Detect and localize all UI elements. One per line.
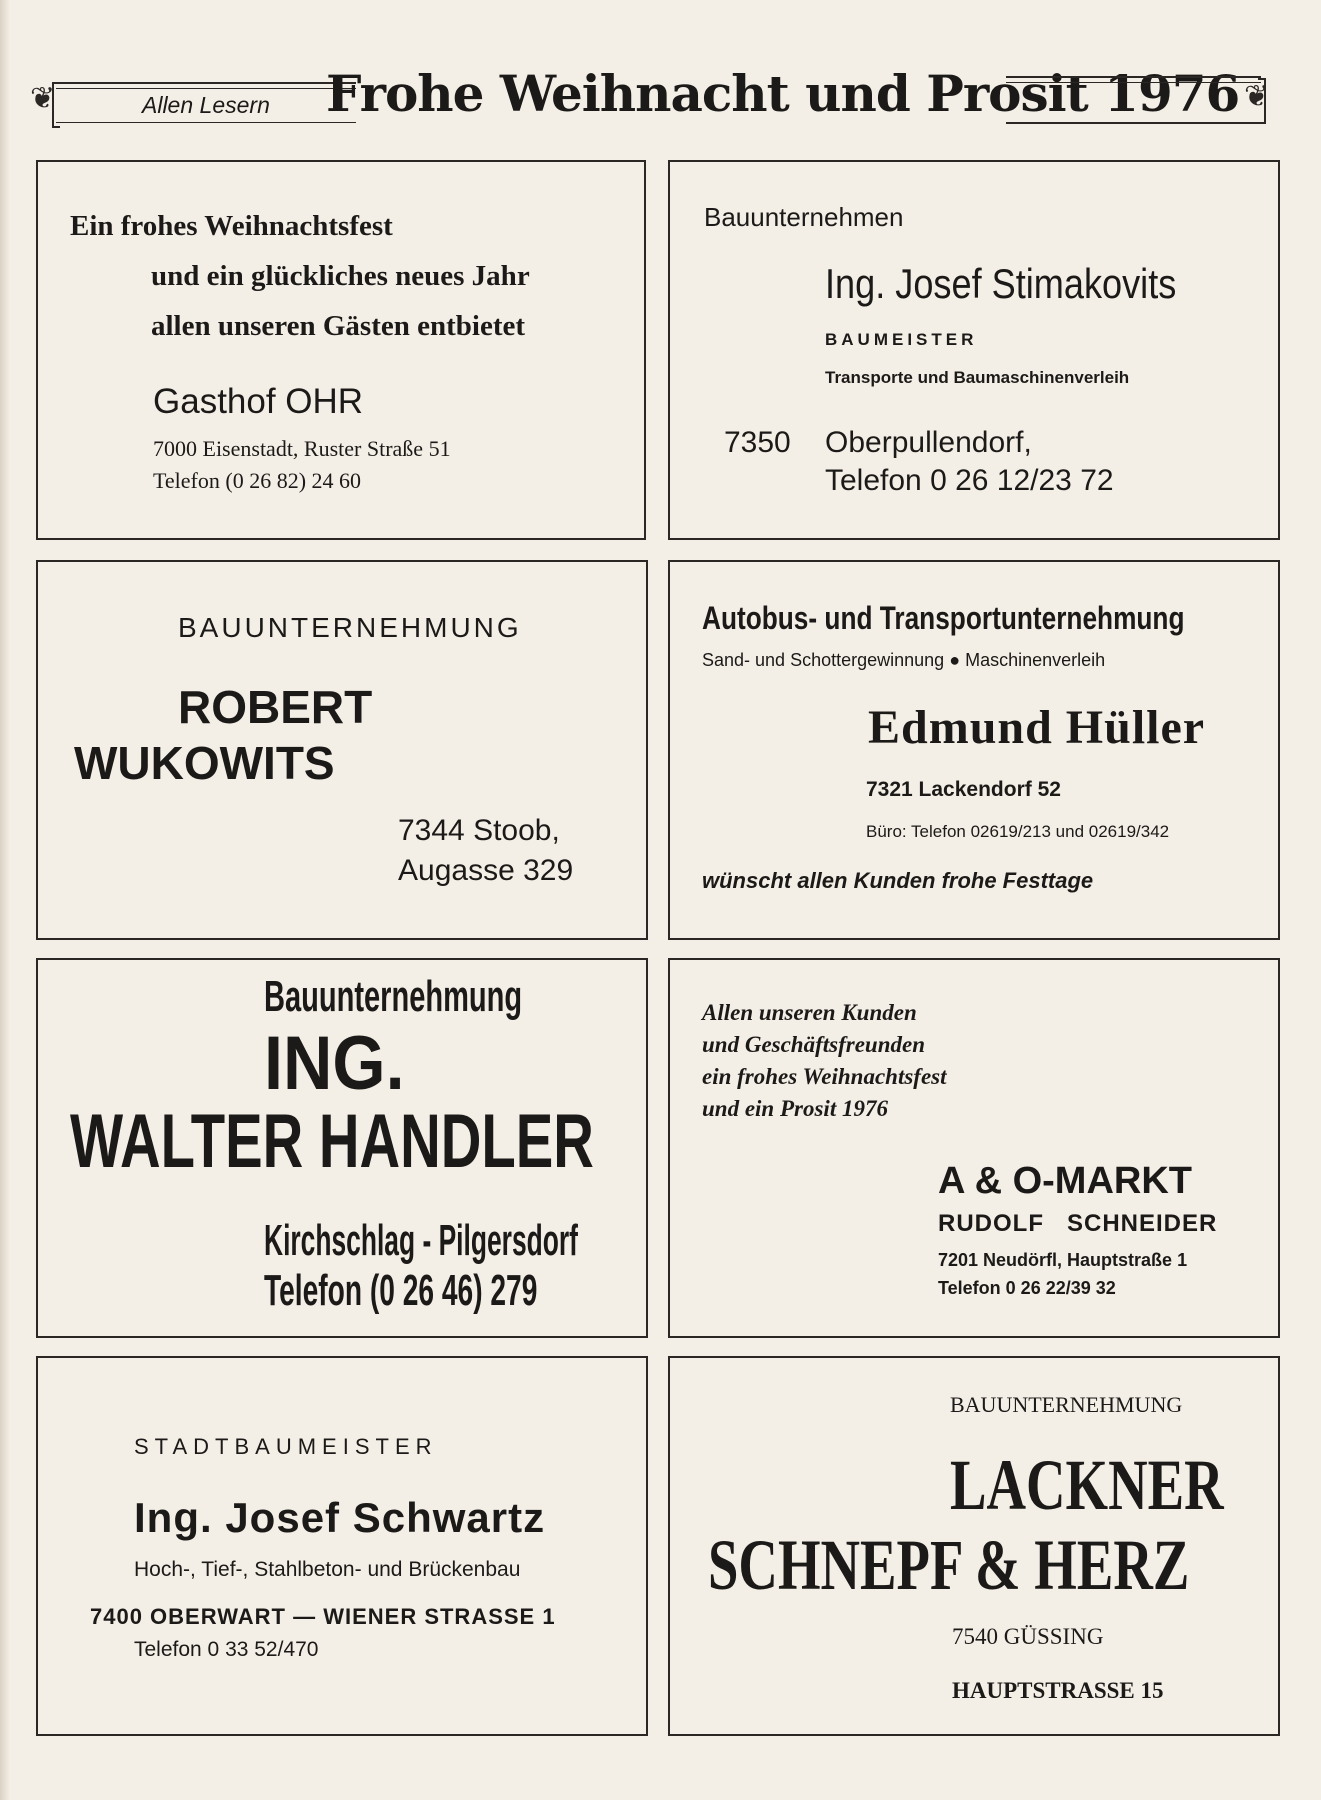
ad-address-line: Augasse 329: [398, 854, 574, 887]
ad-phone: Telefon (0 26 82) 24 60: [153, 468, 362, 493]
ad-business-name-line: ING.: [264, 1021, 405, 1106]
ad-business-name: Ing. Josef Stimakovits: [825, 260, 1177, 307]
ad-kicker: Bauunternehmen: [704, 202, 904, 232]
ad-gasthof-ohr: [36, 160, 646, 540]
leaf-ornament-icon: ❦: [1244, 80, 1270, 113]
ad-business-name: A & O-MARKT: [938, 1160, 1192, 1202]
ad-kicker: Autobus- und Transportunternehmung: [702, 600, 1185, 636]
ad-address: Kirchschlag - Pilgersdorf: [264, 1216, 578, 1265]
ad-address: 7000 Eisenstadt, Ruster Straße 51: [153, 436, 451, 461]
ad-phone: Telefon 0 26 22/39 32: [938, 1278, 1116, 1298]
ad-title: BAUMEISTER: [825, 330, 978, 349]
ad-business-name: Gasthof OHR: [153, 382, 364, 421]
ad-lackner: [668, 1356, 1280, 1736]
ad-business-name: Edmund Hüller: [868, 701, 1206, 754]
page-header: [30, 64, 1286, 144]
ad-huller: [668, 560, 1280, 940]
ad-greeting-line: ein frohes Weihnachtsfest: [702, 1064, 947, 1089]
leaf-ornament-icon: ❦: [30, 82, 56, 115]
ad-ao-markt: [668, 958, 1280, 1338]
ad-wukowits: [36, 560, 648, 940]
ad-city: Oberpullendorf,: [825, 426, 1032, 459]
ad-kicker: BAUUNTERNEHMUNG: [950, 1392, 1183, 1417]
ad-phone: Telefon 0 33 52/470: [134, 1638, 319, 1661]
ad-business-name-line: ROBERT: [178, 681, 373, 733]
ad-business-name-line: WALTER HANDLER: [70, 1099, 594, 1184]
ad-greeting-line: und ein Prosit 1976: [702, 1096, 888, 1121]
ad-schwartz: [36, 1356, 648, 1736]
page-title: Frohe Weihnacht und Prosit 1976: [326, 64, 1240, 123]
ad-services: Transporte und Baumaschinenverleih: [825, 368, 1130, 387]
ad-greeting: wünscht allen Kunden frohe Festtage: [702, 868, 1094, 893]
ad-handler: [36, 958, 648, 1338]
ad-business-name-line: WUKOWITS: [74, 737, 335, 789]
ad-owner: RUDOLF SCHNEIDER: [938, 1210, 1218, 1237]
ad-greeting-line: allen unseren Gästen entbietet: [151, 310, 526, 342]
header-rule-left-bottom: [56, 122, 356, 123]
ad-stimakovits: [668, 160, 1280, 540]
ad-services-part: Maschinenverleih: [965, 650, 1106, 670]
header-left-label: Allen Lesern: [142, 92, 270, 118]
ad-greeting-line: Allen unseren Kunden: [702, 1000, 917, 1025]
ad-address-line: HAUPTSTRASSE 15: [952, 1678, 1164, 1703]
ad-address-line: 7344 Stoob,: [398, 814, 560, 847]
ad-zip: 7350: [724, 426, 791, 459]
ad-phone: Büro: Telefon 02619/213 und 02619/342: [866, 822, 1170, 841]
ad-phone: Telefon 0 26 12/23 72: [825, 464, 1114, 497]
ad-kicker: BAUUNTERNEHMUNG: [178, 612, 522, 643]
ad-phone: Telefon (0 26 46) 279: [264, 1266, 538, 1315]
ad-greeting-line: und Geschäftsfreunden: [702, 1032, 926, 1057]
ad-address: 7201 Neudörfl, Hauptstraße 1: [938, 1250, 1188, 1270]
ad-kicker: STADTBAUMEISTER: [134, 1434, 438, 1459]
ad-address-line: 7540 GÜSSING: [952, 1624, 1104, 1649]
ad-business-name-line: SCHNEPF & HERZ: [708, 1525, 1190, 1605]
ad-services: Hoch-, Tief-, Stahlbeton- und Brückenbau: [134, 1558, 521, 1581]
ad-kicker: Bauunternehmung: [264, 972, 523, 1021]
ad-business-name-line: LACKNER: [950, 1445, 1224, 1525]
ad-address: 7400 OBERWART — WIENER STRASSE 1: [90, 1604, 556, 1629]
page-edge: [0, 0, 10, 1800]
ad-address: 7321 Lackendorf 52: [866, 778, 1061, 801]
ad-greeting-line: Ein frohes Weihnachtsfest: [70, 210, 393, 242]
ad-services-part: Sand- und Schottergewinnung: [702, 650, 945, 670]
header-rule-right-bottom: [1006, 122, 1261, 124]
ad-services: [702, 650, 1105, 671]
bullet-icon: ●: [949, 650, 966, 670]
ad-greeting-line: und ein glückliches neues Jahr: [151, 260, 530, 292]
ad-business-name: Ing. Josef Schwartz: [134, 1494, 546, 1541]
header-rule-left-top: [56, 82, 356, 89]
header-rule-right-top: [1006, 76, 1261, 83]
